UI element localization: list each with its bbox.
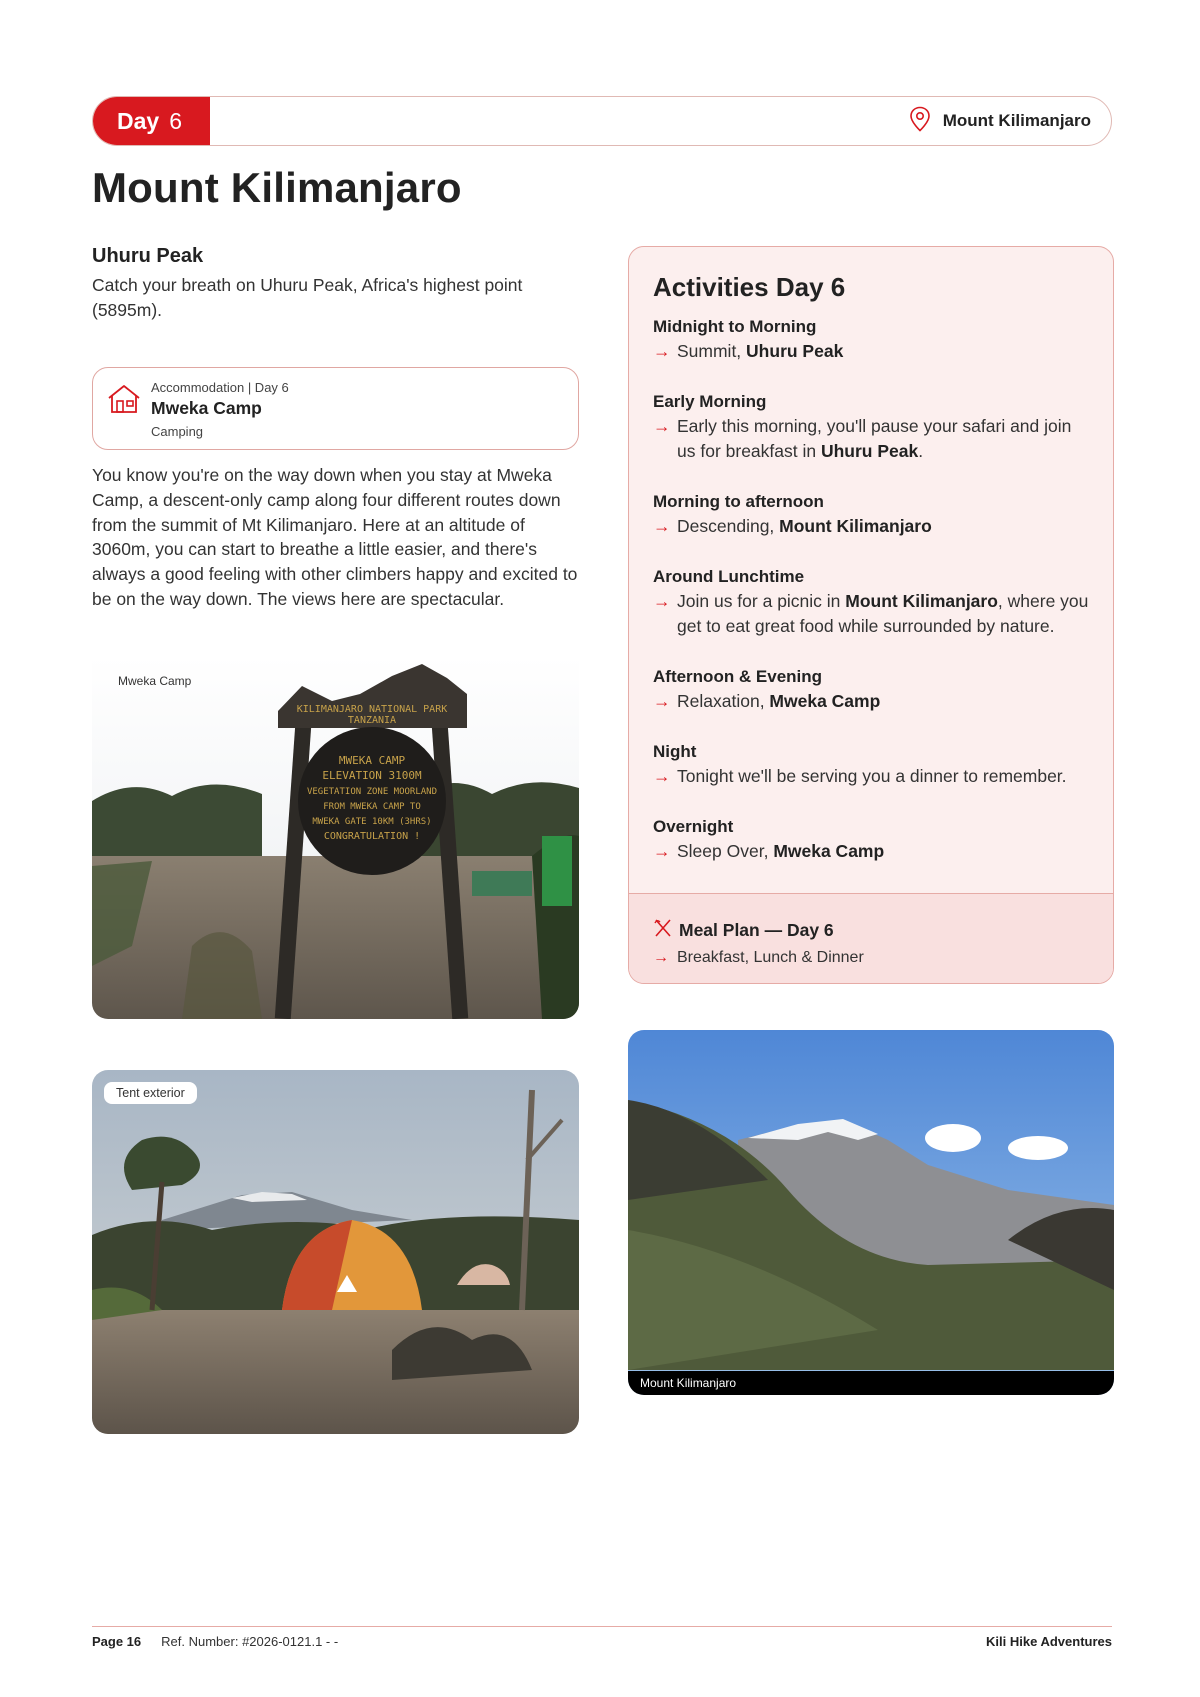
footer-divider [92,1626,1112,1627]
activity-item [653,390,1093,464]
activity-place: Mweka Camp [773,841,885,861]
activity-item [653,315,1093,364]
accommodation-type: Camping [151,424,204,439]
activity-row [653,764,1093,789]
activity-text-pre: Sleep Over, [677,841,774,861]
activity-text [677,764,1067,789]
sign-congrats-line: CONGRATULATION ! [323,831,421,842]
activity-time: Midnight to Morning [653,317,817,336]
reference-number: Ref. Number: #2026-0121.1 - - [161,1634,339,1649]
arrow-right-icon: → [653,949,669,966]
tent-exterior-caption: Tent exterior [104,1082,197,1104]
activity-text [677,839,884,864]
day-location-label: Mount Kilimanjaro [942,111,1091,130]
highlight-text: Catch your breath on Uhuru Peak, Africa's highest point (5895m). [92,275,523,320]
meal-plan-meals: Breakfast, Lunch & Dinner [677,949,864,966]
activity-time: Overnight [653,817,734,836]
arrow-right-icon: → [653,766,671,786]
house-icon [107,384,141,419]
activity-text-post: . [918,441,924,461]
activity-text-pre: Early this morning, you'll pause your safari and join us for breakfast in [677,416,1072,461]
activity-text-pre: Summit, [677,341,747,361]
activity-place: Mweka Camp [769,691,881,711]
activity-row [653,689,1093,714]
meal-plan-title: Meal Plan — Day 6 [679,920,834,940]
activity-text [677,339,843,364]
activities-title-day: Day 6 [768,272,846,302]
activities-card [628,246,1114,984]
day-number: 6 [169,107,182,134]
arrow-right-icon: → [653,516,671,536]
meal-plan-title-row [653,918,834,943]
sign-camp-line: MWEKA CAMP [338,754,406,767]
activities-title-bold: Activities [653,272,769,302]
sign-top-line: KILIMANJARO NATIONAL PARK [296,704,448,715]
company-name: Kili Hike Adventures [986,1634,1112,1649]
activity-time: Morning to afternoon [653,492,824,511]
activity-row [653,414,1093,464]
activities-list [653,315,1093,890]
day-label: Day [117,107,160,134]
activity-text-pre: Join us for a picnic in [677,591,846,611]
day-header-bar [92,96,1112,146]
activities-title [653,272,845,303]
arrow-right-icon: → [653,341,671,361]
accommodation-name: Mweka Camp [151,398,262,418]
mount-kilimanjaro-caption: Mount Kilimanjaro [628,1371,1114,1395]
activity-time: Afternoon & Evening [653,667,823,686]
activity-text [677,689,880,714]
activity-text-pre: Relaxation, [677,691,770,711]
sign-from-line: FROM MWEKA CAMP TO [323,802,421,812]
arrow-right-icon: → [653,841,671,861]
activity-time: Night [653,742,697,761]
activity-text-pre: Descending, [677,516,780,536]
activity-item [653,740,1093,789]
activity-time: Early Morning [653,392,767,411]
activity-place: Uhuru Peak [820,441,919,461]
meal-plan [629,893,1113,984]
activity-row [653,514,1093,539]
tent-exterior-photo [92,1070,579,1434]
footer-left [92,1634,338,1649]
day-location [909,97,1091,145]
activity-text-pre: Tonight we'll be serving you a dinner to remember. [677,766,1067,786]
mount-kilimanjaro-photo [628,1030,1114,1395]
page-title: Mount Kilimanjaro [92,164,462,211]
activity-item [653,815,1093,864]
activity-text [677,414,1093,464]
accommodation-description: You know you're on the way down when you stay at Mweka Camp, a descent-only camp along four different routes down from the summit of Mt Kilimanjaro. Here at an altitude of 3060m, you can start to breathe a little easier, and there's always a good feeling with other climbers happy and excited to be on the way down. The views here are spectacular. [92,465,578,609]
arrow-right-icon: → [653,691,671,711]
activity-text-post: , where you get to eat great food while surrounded by nature. [677,591,1089,636]
sign-elevation-line: ELEVATION 3100M [322,769,422,782]
day-badge [93,97,210,145]
highlight-title: Uhuru Peak [92,245,204,267]
map-pin-icon [909,106,931,137]
activity-item [653,665,1093,714]
sign-gate-line: MWEKA GATE 10KM (3HRS) [312,817,432,827]
sign-country-line: TANZANIA [347,715,397,726]
activity-text [677,514,932,539]
arrow-right-icon: → [653,591,671,611]
activity-place: Mount Kilimanjaro [779,516,932,536]
sign-zone-line: VEGETATION ZONE MOORLAND [306,787,438,797]
activity-time: Around Lunchtime [653,567,805,586]
activity-row [653,339,1093,364]
activity-place: Mount Kilimanjaro [845,591,998,611]
utensils-icon [653,918,673,943]
activity-item [653,565,1093,639]
activity-place: Uhuru Peak [746,341,844,361]
activity-row [653,839,1093,864]
activity-text [677,589,1093,639]
activity-item [653,490,1093,539]
mweka-camp-caption: Mweka Camp [118,674,192,688]
accommodation-meta: Accommodation | Day 6 [151,380,289,395]
mweka-camp-photo [92,656,579,1019]
meal-plan-row [653,946,864,970]
arrow-right-icon: → [653,416,671,436]
page-number: Page 16 [92,1634,142,1649]
accommodation-card[interactable] [92,367,579,450]
activity-row [653,589,1093,639]
